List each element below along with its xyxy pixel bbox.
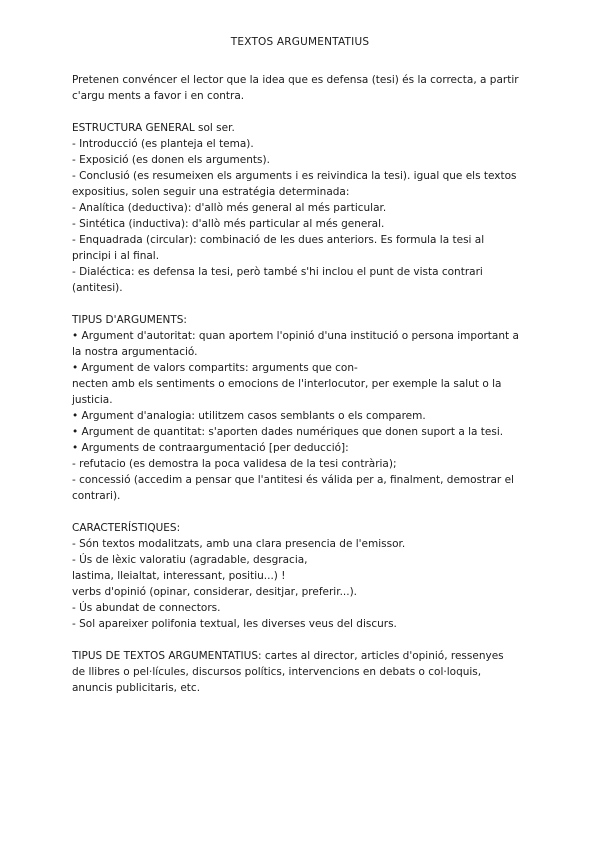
text-line: principi i al final. — [72, 250, 160, 262]
text-line: - concessió (accedim a pensar que l'antitesi és válida per a, finalment, demostrar el — [72, 474, 514, 486]
text-line: - Analítica (deductiva): d'allò més general al més particular. — [72, 202, 387, 214]
text-line: • Argument de quantitat: s'aporten dades numériques que donen suport a la tesi. — [72, 426, 504, 438]
text-line: - Ús abundat de connectors. — [72, 602, 221, 614]
text-line: expositius, solen seguir una estratégia determinada: — [72, 186, 350, 198]
text-line: - Sol apareixer polifonia textual, les diverses veus del discurs. — [72, 618, 397, 630]
page-title: TEXTOS ARGUMENTATIUS — [230, 36, 370, 48]
text-line: lastima, lleialtat, interessant, positiu...) ! — [72, 570, 286, 582]
text-line: contrari). — [72, 490, 121, 502]
text-line: - refutacio (es demostra la poca validesa de la tesi contrària); — [72, 458, 397, 470]
text-line: - Ús de lèxic valoratiu (agradable, desgracia, — [72, 554, 308, 566]
text-line: • Arguments de contraargumentació [per deducció]: — [72, 442, 349, 454]
text-line: TIPUS DE TEXTOS ARGUMENTATIUS: cartes al director, articles d'opinió, ressenyes — [72, 650, 504, 662]
caracteristiques-section — [72, 520, 542, 632]
text-line: Pretenen convéncer el lector que la idea que es defensa (tesi) és la correcta, a partir — [72, 74, 519, 86]
text-line: • Argument d'autoritat: quan aportem l'opinió d'una institució o persona important a — [72, 330, 519, 342]
tipus-arguments-section — [72, 312, 542, 504]
text-line: - Introducció (es planteja el tema). — [72, 138, 254, 150]
text-line: la nostra argumentació. — [72, 346, 198, 358]
section-heading: CARACTERÍSTIQUES: — [72, 522, 181, 534]
text-line: - Són textos modalitzats, amb una clara presencia de l'emissor. — [72, 538, 406, 550]
section-heading: TIPUS D'ARGUMENTS: — [72, 314, 187, 326]
text-line: - Dialéctica: es defensa la tesi, però també s'hi inclou el punt de vista contrari — [72, 266, 483, 278]
tipus-textos-section — [72, 648, 542, 696]
text-line: necten amb els sentiments o emocions de l'interlocutor, per exemple la salut o la — [72, 378, 502, 390]
text-line: c'argu ments a favor i en contra. — [72, 90, 245, 102]
document-body — [72, 72, 542, 696]
text-line: - Exposició (es donen els arguments). — [72, 154, 270, 166]
intro-paragraph — [72, 72, 542, 104]
text-line: justicia. — [72, 394, 113, 406]
text-line: verbs d'opinió (opinar, considerar, desitjar, preferir...). — [72, 586, 358, 598]
text-line: (antitesi). — [72, 282, 123, 294]
text-line: - Sintética (inductiva): d'allò més particular al més general. — [72, 218, 385, 230]
text-line: de llibres o pel·lícules, discursos polítics, intervencions en debats o col·loquis, — [72, 666, 482, 678]
section-heading: ESTRUCTURA GENERAL sol ser. — [72, 122, 235, 134]
estructura-section — [72, 120, 542, 296]
text-line: - Conclusió (es resumeixen els arguments i es reivindica la tesi). igual que els textos — [72, 170, 517, 182]
text-line: - Enquadrada (circular): combinació de les dues anteriors. Es formula la tesi al — [72, 234, 485, 246]
text-line: • Argument de valors compartits: arguments que con- — [72, 362, 358, 374]
text-line: • Argument d'analogia: utilitzem casos semblants o els comparem. — [72, 410, 426, 422]
text-line: anuncis publicitaris, etc. — [72, 682, 201, 694]
